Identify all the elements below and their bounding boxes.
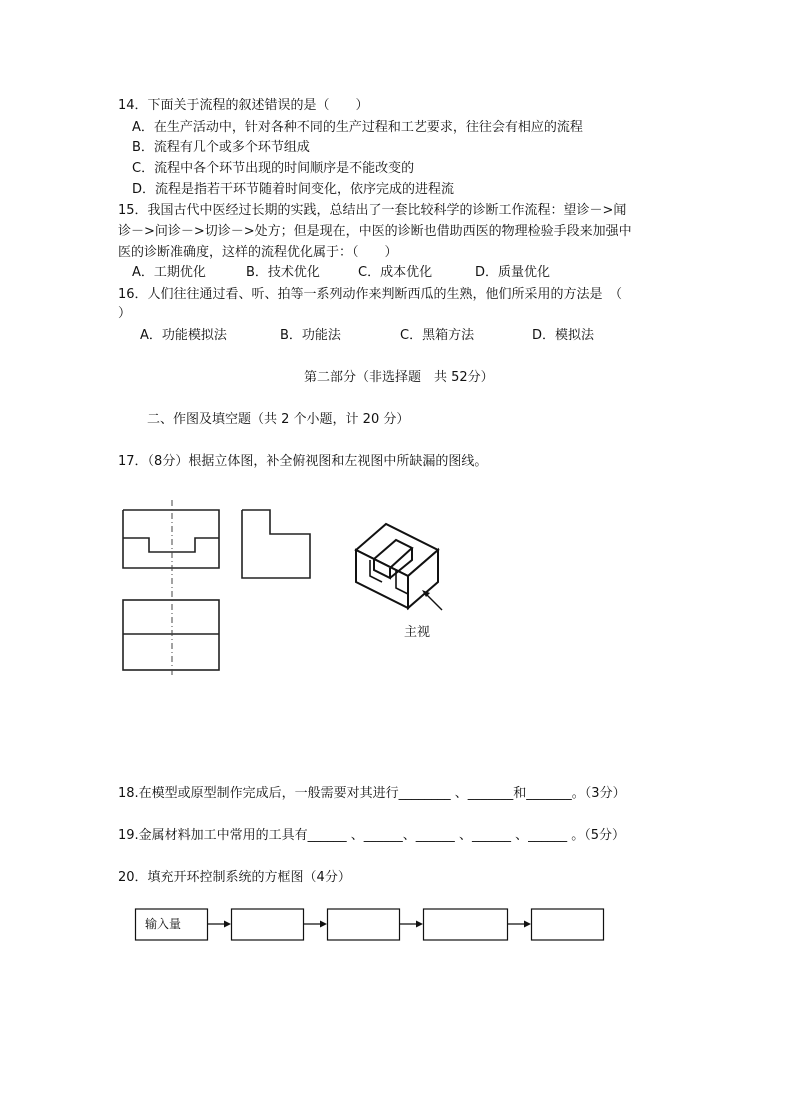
q17-stem: 17．（8分）根据立体图，补全俯视图和左视图中所缺漏的图线。 xyxy=(118,454,488,469)
q15-stem-line1: 15．我国古代中医经过长期的实践，总结出了一套比较科学的诊断工作流程：望诊－>闻 xyxy=(118,203,627,218)
q15-option-d: D．质量优化 xyxy=(475,265,551,280)
q17-view-label: 主视 xyxy=(404,625,431,640)
left-view-outline xyxy=(242,510,310,578)
q16-option-d: D．模拟法 xyxy=(532,328,595,343)
q15-option-a: A．工期优化 xyxy=(132,265,206,280)
front-view-notch xyxy=(123,538,219,552)
part2-title: 第二部分（非选择题 共 52分） xyxy=(304,370,494,385)
q14-option-c: C．流程中各个环节出现的时间顺序是不能改变的 xyxy=(132,161,415,176)
q14-option-b: B．流程有几个或多个环节组成 xyxy=(132,140,310,155)
top-view-outline xyxy=(123,600,219,670)
q17-isometric-view xyxy=(352,510,462,620)
q16-option-a: A．功能模拟法 xyxy=(140,328,227,343)
q16-stem-line2: ） xyxy=(118,306,132,321)
q15-option-b: B．技术优化 xyxy=(246,265,320,280)
q15-option-c: C．成本优化 xyxy=(358,265,433,280)
q16-option-b: B．功能法 xyxy=(280,328,341,343)
q18-text: 18.在模型或原型制作完成后，一般需要对其进行________ 、_______和_______。（3分） xyxy=(118,786,626,801)
q16-stem-line1: 16．人们往往通过看、听、拍等一系列动作来判断西瓜的生熟，他们所采用的方法是 （ xyxy=(118,287,623,302)
q14-stem: 14．下面关于流程的叙述错误的是（ ） xyxy=(118,98,369,113)
q16-option-c: C．黑箱方法 xyxy=(400,328,475,343)
front-view-outline xyxy=(123,510,219,568)
q14-option-a: A．在生产活动中，针对各种不同的生产过程和工艺要求，往往会有相应的流程 xyxy=(132,120,583,135)
q20-stem: 20．填充开环控制系统的方框图（4分） xyxy=(118,870,351,885)
q15-stem-line3: 医的诊断准确度，这样的流程优化属于：（ ） xyxy=(118,245,398,260)
q17-left-view xyxy=(238,505,318,585)
block-2 xyxy=(328,909,400,940)
q19-text: 19.金属材料加工中常用的工具有______ 、______、______ 、______ 、______ 。（5分） xyxy=(118,828,625,843)
q15-stem-line2: 诊－>问诊－>切诊－>处方；但是现在，中医的诊断也借助西医的物理检验手段来加强中 xyxy=(118,224,632,239)
block-1 xyxy=(232,909,304,940)
q14-option-d: D．流程是指若干环节随着时间变化，依序完成的进程流 xyxy=(132,182,455,197)
block-3 xyxy=(424,909,508,940)
q20-block-diagram xyxy=(135,908,615,948)
section-heading: 二、作图及填空题（共 2 个小题，计 20 分） xyxy=(147,412,410,427)
block-4 xyxy=(532,909,604,940)
input-label: 输入量 xyxy=(145,917,182,931)
